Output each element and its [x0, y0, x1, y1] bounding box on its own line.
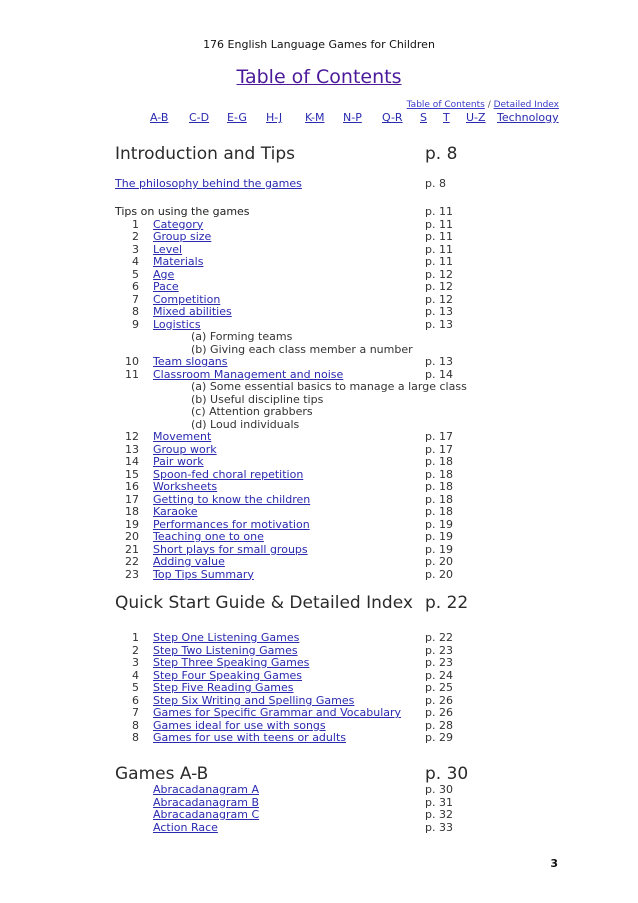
toc-link[interactable]: Step Three Speaking Games	[153, 656, 310, 669]
item-number: 11	[125, 367, 139, 381]
letter-link-a-b[interactable]: A-B	[150, 111, 169, 124]
toc-row	[115, 281, 595, 294]
item-number: 3	[132, 656, 139, 669]
page-ref: p. 25	[425, 681, 453, 694]
toc-row	[115, 406, 595, 419]
item-number: 16	[125, 480, 139, 493]
page-ref: p. 23	[425, 643, 453, 657]
toc-link[interactable]: Adding value	[153, 555, 225, 568]
toc-link[interactable]: Teaching one to one	[153, 530, 264, 543]
page-ref: p. 17	[425, 442, 453, 456]
page-ref: p. 33	[425, 820, 453, 834]
page-ref: p. 26	[425, 693, 453, 707]
toc-row	[115, 822, 595, 835]
toc-link[interactable]: Pace	[153, 280, 179, 293]
toc-link[interactable]: Games ideal for use with songs	[153, 718, 326, 732]
section-page-intro: p. 8	[425, 144, 458, 164]
toc-row	[115, 632, 595, 645]
page-ref: p. 31	[425, 795, 453, 809]
page-ref: p. 12	[425, 267, 453, 281]
toc-row	[115, 431, 595, 444]
toc-row	[115, 231, 595, 244]
toc-row	[115, 556, 595, 569]
toc-row	[115, 178, 595, 191]
toc-label: Tips on using the games	[115, 205, 250, 218]
toc-link[interactable]: The philosophy behind the games	[115, 177, 302, 190]
item-number: 23	[125, 567, 139, 581]
index-nav	[407, 100, 559, 110]
toc-link[interactable]: Karaoke	[153, 505, 198, 518]
toc-link[interactable]: Level	[153, 242, 183, 256]
item-number: 7	[132, 292, 139, 306]
toc-row	[115, 809, 595, 822]
toc-link[interactable]: Step Five Reading Games	[153, 681, 294, 694]
item-number: 12	[125, 430, 139, 443]
book-title: 176 English Language Games for Children	[203, 38, 435, 51]
toc-label: (d) Loud individuals	[191, 417, 300, 431]
item-number: 6	[132, 280, 139, 293]
toc-link[interactable]: Step Two Listening Games	[153, 643, 298, 657]
toc-row	[115, 356, 595, 369]
page-ref: p. 30	[425, 783, 453, 796]
page-ref: p. 13	[425, 305, 453, 318]
letter-link-t[interactable]: T	[443, 111, 450, 124]
letter-link-n-p[interactable]: N-P	[343, 111, 362, 124]
toc-row	[115, 682, 595, 695]
item-number: 15	[125, 467, 139, 481]
item-number: 19	[125, 517, 139, 531]
page-ref: p. 23	[425, 656, 453, 669]
item-number: 8	[132, 305, 139, 318]
toc-link[interactable]: Abracadanagram C	[153, 808, 260, 821]
letter-link-k-m[interactable]: K-M	[305, 111, 325, 124]
page-title: Table of Contents	[236, 66, 402, 88]
toc-link[interactable]: Short plays for small groups	[153, 542, 308, 556]
toc-link[interactable]: Step One Listening Games	[153, 631, 300, 644]
item-number: 18	[125, 505, 139, 518]
page-ref: p. 29	[425, 731, 453, 744]
letter-link-q-r[interactable]: Q-R	[382, 111, 403, 124]
item-number: 22	[125, 555, 139, 568]
toc-link[interactable]: Abracadanagram A	[153, 783, 259, 796]
toc-link[interactable]: Competition	[153, 292, 221, 306]
item-number: 13	[125, 442, 139, 456]
toc-link[interactable]: Spoon-fed choral repetition	[153, 467, 304, 481]
page-ref: p. 13	[425, 317, 453, 331]
item-number: 1	[132, 631, 139, 644]
toc-link[interactable]: Performances for motivation	[153, 517, 310, 531]
page-ref: p. 18	[425, 505, 453, 518]
toc-row	[115, 732, 595, 745]
item-number: 7	[132, 706, 139, 719]
toc-link[interactable]: Logistics	[153, 317, 201, 331]
toc-row	[115, 707, 595, 720]
letter-link-s[interactable]: S	[420, 111, 427, 124]
page-ref: p. 32	[425, 808, 453, 821]
page-ref: p. 18	[425, 480, 453, 493]
item-number: 17	[125, 492, 139, 506]
page-ref: p. 8	[425, 177, 446, 190]
toc-label: (b) Giving each class member a number	[191, 342, 413, 356]
toc-row	[115, 394, 595, 407]
page-ref: p. 11	[425, 230, 453, 243]
toc-row	[115, 206, 595, 219]
item-number: 4	[132, 668, 139, 682]
toc-row	[115, 331, 595, 344]
toc-label: (a) Forming teams	[191, 330, 293, 343]
toc-row	[115, 381, 595, 394]
item-number: 3	[132, 242, 139, 256]
toc-row	[115, 256, 595, 269]
toc-link[interactable]: Abracadanagram B	[153, 795, 259, 809]
page-ref: p. 18	[425, 492, 453, 506]
item-number: 21	[125, 542, 139, 556]
page-ref: p. 11	[425, 255, 453, 268]
item-number: 2	[132, 643, 139, 657]
section-title-intro: Introduction and Tips	[115, 144, 295, 164]
toc-label: (b) Useful discipline tips	[191, 392, 324, 406]
section-page-quick-start: p. 22	[425, 593, 469, 613]
toc-link[interactable]: Games for use with teens or adults	[153, 731, 346, 744]
section-title-quick-start: Quick Start Guide & Detailed Index	[115, 593, 413, 613]
page-ref: p. 26	[425, 706, 453, 719]
toc-row	[115, 506, 595, 519]
toc-link[interactable]: Materials	[153, 255, 204, 268]
item-number: 20	[125, 530, 139, 543]
page-ref: p. 11	[425, 205, 453, 218]
toc-link[interactable]: Team slogans	[153, 355, 228, 368]
letter-link-c-d[interactable]: C-D	[189, 111, 210, 124]
toc-link[interactable]: Mixed abilities	[153, 305, 232, 318]
toc-row	[115, 269, 595, 282]
letter-link-h-j[interactable]: H-J	[266, 111, 283, 124]
toc-link[interactable]: Pair work	[153, 455, 204, 468]
letter-link-technology[interactable]: Technology	[497, 111, 559, 124]
toc-link[interactable]: Movement	[153, 430, 212, 443]
item-number: 9	[132, 317, 139, 331]
toc-link[interactable]: Getting to know the children	[153, 492, 311, 506]
item-number: 1	[132, 217, 139, 231]
page-ref: p. 20	[425, 567, 453, 581]
nav-separator: /	[484, 100, 494, 110]
page-ref: p. 19	[425, 530, 453, 543]
item-number: 10	[125, 355, 139, 368]
item-number: 5	[132, 681, 139, 694]
page-ref: p. 18	[425, 455, 453, 468]
toc-label: (a) Some essential basics to manage a large class	[191, 380, 467, 393]
toc-link[interactable]: Group size	[153, 230, 212, 243]
section-title-games-a-b[interactable]: Games A-B	[115, 764, 209, 784]
toc-row	[115, 456, 595, 469]
page-ref: p. 12	[425, 280, 453, 293]
toc-link[interactable]: Games for Specific Grammar and Vocabulary	[153, 706, 402, 719]
toc-row	[115, 657, 595, 670]
letter-link-u-z[interactable]: U-Z	[466, 111, 486, 124]
page-ref: p. 12	[425, 292, 453, 306]
toc-link[interactable]: Age	[153, 267, 175, 281]
detailed-index-link[interactable]: Detailed Index	[493, 100, 559, 110]
toc-row	[115, 784, 595, 797]
item-number: 6	[132, 693, 139, 707]
toc-row	[115, 306, 595, 319]
page-ref: p. 19	[425, 517, 453, 531]
page-ref: p. 17	[425, 430, 453, 443]
page-ref: p. 11	[425, 242, 453, 256]
toc-link[interactable]: Classroom Management and noise	[153, 367, 344, 381]
page-ref: p. 22	[425, 631, 453, 644]
toc-link[interactable]: Group work	[153, 442, 217, 456]
item-number: 5	[132, 267, 139, 281]
item-number: 2	[132, 230, 139, 243]
item-number: 8	[132, 718, 139, 732]
toc-link[interactable]: Action Race	[153, 820, 218, 834]
toc-row	[115, 569, 595, 582]
toc-link[interactable]: Table of Contents	[406, 100, 485, 110]
toc-link[interactable]: Step Four Speaking Games	[153, 668, 303, 682]
item-number: 4	[132, 255, 139, 268]
toc-row	[115, 319, 595, 332]
page-ref: p. 24	[425, 668, 453, 682]
page-ref: p. 18	[425, 467, 453, 481]
letter-link-e-g[interactable]: E-G	[227, 111, 247, 124]
page-ref: p. 11	[425, 217, 453, 231]
item-number: 14	[125, 455, 139, 468]
page-ref: p. 28	[425, 718, 453, 732]
section-page-games-a-b: p. 30	[425, 764, 469, 784]
toc-link[interactable]: Worksheets	[153, 480, 218, 493]
toc-row	[115, 531, 595, 544]
toc-link[interactable]: Step Six Writing and Spelling Games	[153, 693, 355, 707]
item-number: 8	[132, 731, 139, 744]
page-ref: p. 13	[425, 355, 453, 368]
toc-label: (c) Attention grabbers	[191, 405, 313, 418]
toc-link[interactable]: Category	[153, 217, 204, 231]
toc-link[interactable]: Top Tips Summary	[153, 567, 254, 581]
toc-row	[115, 481, 595, 494]
page-number: 3	[550, 857, 558, 870]
page-ref: p. 19	[425, 542, 453, 556]
page-ref: p. 20	[425, 555, 453, 568]
page-ref: p. 14	[425, 367, 453, 381]
